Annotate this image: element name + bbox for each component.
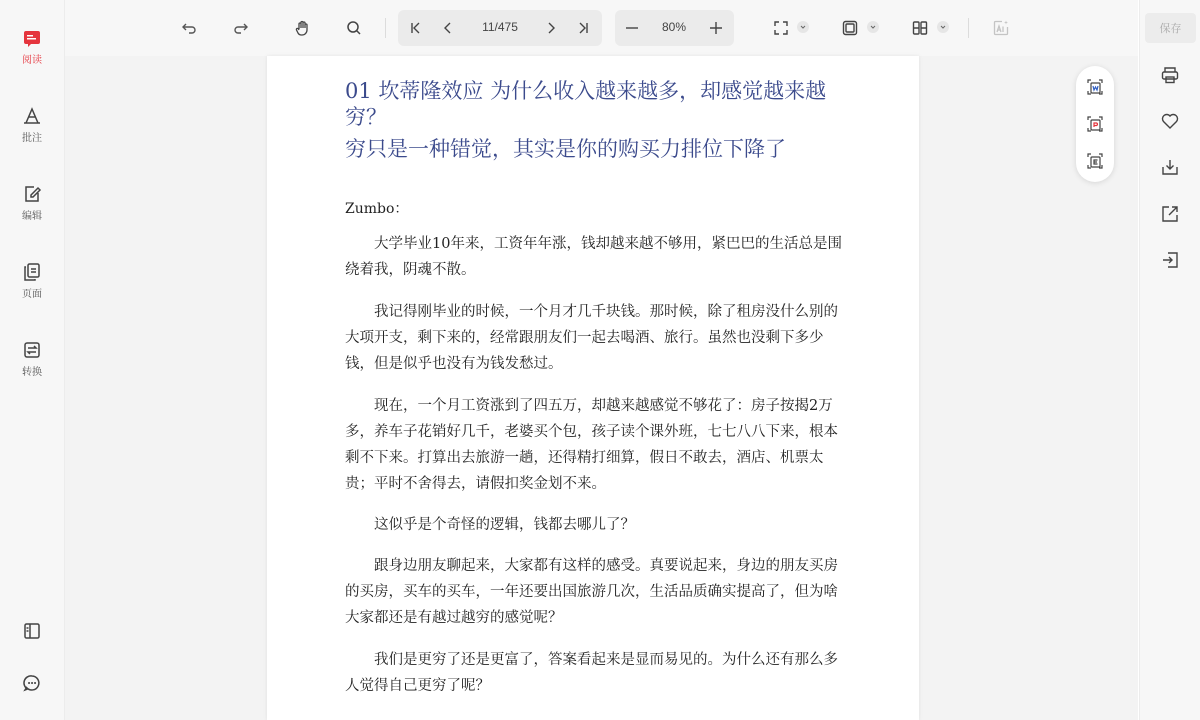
fit-page-icon	[841, 19, 859, 37]
to-word-icon[interactable]	[1085, 77, 1105, 97]
to-pdf-icon[interactable]	[1085, 114, 1105, 134]
document-page	[267, 56, 919, 720]
paragraph: 这似乎是个奇怪的逻辑，钱都去哪儿了？	[374, 517, 635, 533]
quick-convert-panel	[1076, 66, 1114, 182]
redo-button[interactable]	[227, 14, 255, 42]
hand-tool-button[interactable]	[289, 14, 317, 42]
paragraph: 现在，一个月工资涨到了四五万，却越来越感觉不够花了：房子按揭2万多，养车子花销好几千，老婆买个包，孩子读个课外班，七七八八下来，根本剩不下来。打算出去旅游一趟，还得精打细算，假日不敢去，酒店、机票太贵；平时不舍得去，请假扣奖金划不来。	[345, 398, 838, 492]
panel-toggle-icon[interactable]	[22, 621, 42, 641]
annotate-icon	[22, 106, 42, 126]
page-title: 01 坎蒂隆效应 为什么收入越来越多，却感觉越来越穷？	[345, 79, 827, 129]
ai-assistant-button[interactable]	[987, 14, 1015, 42]
fullscreen-button[interactable]	[767, 14, 795, 42]
zoom-out-button[interactable]	[618, 14, 646, 42]
redo-icon	[232, 19, 250, 37]
chevron-down-icon	[939, 23, 947, 31]
layout-options-dropdown[interactable]	[937, 21, 949, 33]
toolbar	[65, 0, 1138, 56]
search-button[interactable]	[340, 14, 368, 42]
hand-icon	[294, 19, 312, 37]
search-icon	[345, 19, 363, 37]
chevron-right-icon	[542, 19, 560, 37]
page-number-input[interactable]: 11/475	[482, 20, 518, 34]
first-page-button[interactable]	[402, 14, 430, 42]
two-page-layout-icon	[911, 19, 929, 37]
next-page-button[interactable]	[537, 14, 565, 42]
chevron-down-icon	[799, 23, 807, 31]
paragraph: 我记得刚毕业的时候，一个月才几千块钱。那时候，除了租房没什么别的大项开支，剩下来的，经常跟朋友们一起去喝酒、旅行。虽然也没剩下多少钱，但是似乎也没有为钱发愁过。	[345, 304, 838, 372]
first-page-icon	[407, 19, 425, 37]
share-export-icon[interactable]	[1160, 204, 1180, 224]
ai-icon	[992, 19, 1010, 37]
import-icon[interactable]	[1160, 250, 1180, 270]
minus-icon	[623, 19, 641, 37]
main-area	[65, 0, 1138, 720]
left-sidebar	[0, 0, 65, 720]
chevron-down-icon	[869, 23, 877, 31]
fullscreen-icon	[772, 19, 790, 37]
last-page-icon	[574, 19, 592, 37]
last-page-button[interactable]	[569, 14, 597, 42]
pages-icon	[22, 262, 42, 282]
right-panel	[1139, 0, 1200, 720]
sidebar-item-annotate[interactable]	[0, 106, 64, 162]
undo-icon	[180, 19, 198, 37]
favorite-heart-icon[interactable]	[1160, 111, 1180, 131]
sidebar-item-edit[interactable]	[0, 184, 64, 240]
fullscreen-options-dropdown[interactable]	[797, 21, 809, 33]
page-subtitle: 穷只是一种错觉，其实是你的购买力排位下降了	[345, 137, 786, 161]
zoom-in-button[interactable]	[702, 14, 730, 42]
sidebar-item-label: 阅读	[22, 55, 42, 66]
convert-icon	[22, 340, 42, 360]
to-excel-icon[interactable]	[1085, 151, 1105, 171]
sidebar-item-label: 转换	[22, 367, 42, 378]
chevron-left-icon	[439, 19, 457, 37]
book-icon	[22, 28, 42, 48]
sidebar-item-convert[interactable]	[0, 340, 64, 396]
fit-page-button[interactable]	[836, 14, 864, 42]
edit-icon	[22, 184, 42, 204]
sidebar-item-label: 批注	[22, 133, 42, 144]
paragraph: 大学毕业10年来，工资年年涨，钱却越来越不够用，紧巴巴的生活总是围绕着我，阴魂不散。	[345, 236, 842, 278]
save-button[interactable]: 保存	[1145, 13, 1196, 43]
sidebar-item-pages[interactable]	[0, 262, 64, 318]
print-icon[interactable]	[1160, 65, 1180, 85]
sidebar-item-label: 编辑	[22, 211, 42, 222]
feedback-chat-icon[interactable]	[22, 673, 42, 693]
toolbar-divider	[968, 18, 969, 38]
sidebar-item-read[interactable]	[0, 28, 64, 84]
paragraph: 我们是更穷了还是更富了，答案看起来是显而易见的。为什么还有那么多人觉得自己更穷了呢？	[345, 652, 838, 694]
paragraph: 跟身边朋友聊起来，大家都有这样的感受。真要说起来，身边的朋友买房的买房，买车的买车，一年还要出国旅游几次，生活品质确实提高了，但为啥大家都还是有越过越穷的感觉呢？	[345, 558, 838, 626]
page-layout-button[interactable]	[906, 14, 934, 42]
toolbar-divider	[385, 18, 386, 38]
plus-icon	[707, 19, 725, 37]
download-icon[interactable]	[1160, 157, 1180, 177]
fit-options-dropdown[interactable]	[867, 21, 879, 33]
author-line: Zumbo：	[345, 201, 409, 217]
prev-page-button[interactable]	[434, 14, 462, 42]
sidebar-item-label: 页面	[22, 289, 42, 300]
zoom-level[interactable]: 80%	[661, 20, 687, 34]
undo-button[interactable]	[175, 14, 203, 42]
